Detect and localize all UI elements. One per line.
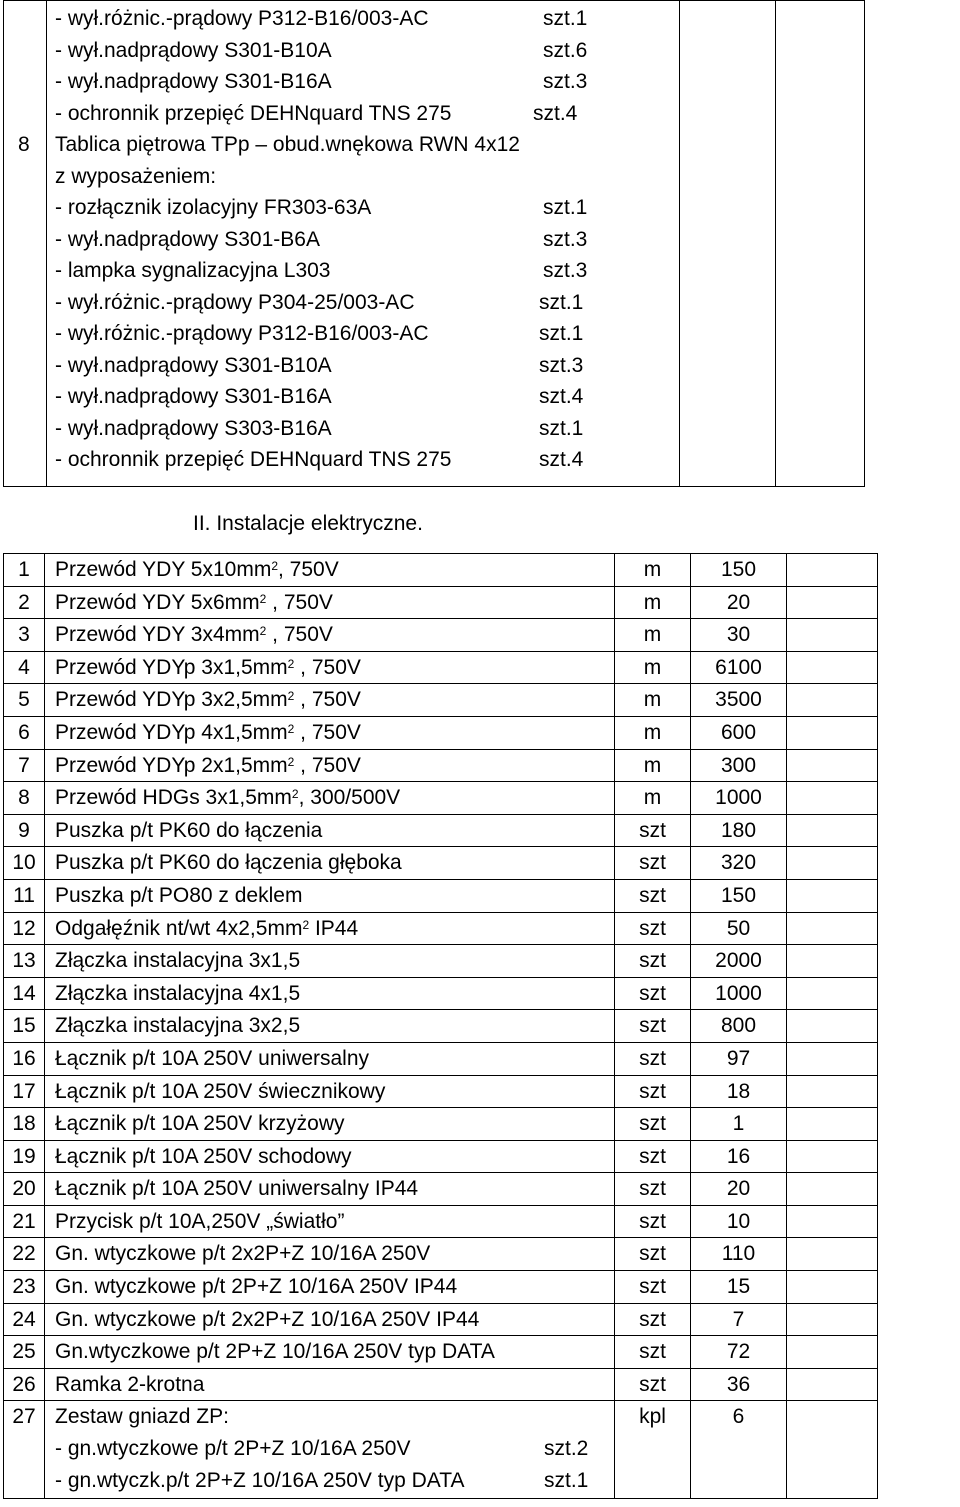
row-unit: szt <box>615 1042 691 1075</box>
row-unit: szt <box>615 1075 691 1108</box>
top-line-item <box>47 129 679 161</box>
top-line-text: - wył.różnic.-prądowy P312-B16/003-AC <box>55 322 429 345</box>
row-description <box>45 1303 615 1336</box>
row-description <box>45 651 615 684</box>
top-line-quantity: szt.1 <box>543 196 588 219</box>
row-description <box>45 1401 615 1498</box>
description-text: Łącznik p/t 10A 250V krzyżowy <box>55 1112 345 1136</box>
superscript: 2 <box>287 754 295 769</box>
table-row <box>4 1368 878 1401</box>
description-text: Złączka instalacyjna 3x1,5 <box>55 949 301 973</box>
description-text: Przewód HDGs 3x1,5mm <box>55 786 292 810</box>
row-unit: m <box>615 749 691 782</box>
row-unit: szt <box>615 1173 691 1206</box>
row-description <box>45 782 615 815</box>
sub-item-text: - gn.wtyczkowe p/t 2P+Z 10/16A 250V <box>55 1437 411 1461</box>
row-quantity: 300 <box>691 749 787 782</box>
row-empty <box>787 749 878 782</box>
materials-table <box>3 553 878 1499</box>
row-empty <box>787 1271 878 1304</box>
row-empty <box>787 1336 878 1369</box>
top-line-quantity: szt.3 <box>543 227 588 251</box>
row-description <box>45 1368 615 1401</box>
row-number: 26 <box>4 1368 45 1401</box>
table-row <box>4 977 878 1010</box>
table-row <box>4 847 878 880</box>
table-row <box>4 1401 878 1498</box>
row-unit: szt <box>615 1205 691 1238</box>
row-description <box>45 684 615 717</box>
top-line-item <box>47 98 679 130</box>
row-number: 7 <box>4 749 45 782</box>
sub-item <box>55 1465 614 1497</box>
sub-item-quantity: szt.1 <box>544 1469 589 1493</box>
description-text: Gn.wtyczkowe p/t 2P+Z 10/16A 250V typ DATA <box>55 1340 495 1364</box>
table-row <box>4 716 878 749</box>
top-line-text: - wył.nadprądowy S303-B16A <box>55 416 332 440</box>
row-empty <box>787 1108 878 1141</box>
row-quantity: 110 <box>691 1238 787 1271</box>
table-row <box>4 782 878 815</box>
top-line-item <box>47 35 679 67</box>
description-suffix: , 750V <box>266 623 333 647</box>
sub-item-text: - gn.wtyczk.p/t 2P+Z 10/16A 250V typ DATA <box>55 1469 465 1493</box>
row-description <box>45 1205 615 1238</box>
top-line-text: - ochronnik przepięć DEHNquard TNS 275 <box>55 101 452 125</box>
row-unit: szt <box>615 1140 691 1173</box>
row-number: 12 <box>4 912 45 945</box>
row-empty <box>787 619 878 652</box>
row-quantity: 36 <box>691 1368 787 1401</box>
sub-item <box>55 1433 614 1465</box>
row-empty <box>787 1010 878 1043</box>
description-text: Gn. wtyczkowe p/t 2x2P+Z 10/16A 250V <box>55 1242 431 1266</box>
description-text: Złączka instalacyjna 3x2,5 <box>55 1014 301 1038</box>
row-empty <box>787 879 878 912</box>
top-line-item <box>47 224 679 256</box>
description-suffix: , 750V <box>294 720 361 744</box>
top-line-text: - wył.nadprądowy S301-B16A <box>55 385 332 408</box>
row-number: 8 <box>4 782 45 815</box>
row-empty <box>787 1075 878 1108</box>
row-empty <box>787 912 878 945</box>
row-empty <box>787 847 878 880</box>
superscript: 2 <box>287 689 295 704</box>
row-number: 24 <box>4 1303 45 1336</box>
row-number: 5 <box>4 684 45 717</box>
row-unit: szt <box>615 1238 691 1271</box>
description-text: Przewód YDYp 3x1,5mm <box>55 655 288 679</box>
top-line-item <box>47 66 679 98</box>
row-number: 4 <box>4 651 45 684</box>
row-number: 25 <box>4 1336 45 1369</box>
row-quantity: 18 <box>691 1075 787 1108</box>
description-text: Puszka p/t PK60 do łączenia głęboka <box>55 851 402 875</box>
top-line-text: - lampka sygnalizacyjna L303 <box>55 259 331 282</box>
row-quantity: 150 <box>691 554 787 587</box>
row-description <box>45 1173 615 1206</box>
table-row <box>4 814 878 847</box>
row-quantity: 3500 <box>691 684 787 717</box>
row-empty <box>787 1042 878 1075</box>
row-description <box>45 977 615 1010</box>
superscript: 2 <box>271 559 279 573</box>
row-unit: szt <box>615 1368 691 1401</box>
top-line-item <box>47 3 679 35</box>
row-number: 27 <box>4 1401 45 1498</box>
row-description <box>45 879 615 912</box>
row-unit: szt <box>615 1303 691 1336</box>
description-text: Łącznik p/t 10A 250V świecznikowy <box>55 1079 386 1103</box>
description-text: Przewód YDY 5x6mm <box>55 590 260 614</box>
description-suffix: , 750V <box>278 558 339 581</box>
description-text: Przewód YDYp 2x1,5mm <box>55 753 288 777</box>
row-unit: kpl <box>615 1401 691 1498</box>
top-line-item <box>47 350 679 382</box>
row-description <box>45 586 615 619</box>
row-unit: szt <box>615 879 691 912</box>
top-line-item <box>47 287 679 319</box>
row-description <box>45 716 615 749</box>
description-text: Przewód YDY 3x4mm <box>55 623 260 647</box>
row-quantity: 72 <box>691 1336 787 1369</box>
row-quantity: 7 <box>691 1303 787 1336</box>
top-line-text: - wył.różnic.-prądowy P312-B16/003-AC <box>55 7 429 30</box>
row-empty <box>787 814 878 847</box>
description-text: Przycisk p/t 10A,250V „światło” <box>55 1209 345 1233</box>
row-empty <box>787 1173 878 1206</box>
row-empty <box>787 684 878 717</box>
top-line-text: - wył.nadprądowy S301-B10A <box>55 353 332 377</box>
row-number: 20 <box>4 1173 45 1206</box>
row-number: 11 <box>4 879 45 912</box>
row-unit: m <box>615 554 691 587</box>
row-description <box>45 1336 615 1369</box>
description-text: Przewód YDYp 3x2,5mm <box>55 688 288 712</box>
row-quantity: 150 <box>691 879 787 912</box>
row-quantity: 1 <box>691 1108 787 1141</box>
row-number: 18 <box>4 1108 45 1141</box>
row-description <box>45 1238 615 1271</box>
row-description <box>45 1271 615 1304</box>
description-text: Łącznik p/t 10A 250V uniwersalny IP44 <box>55 1177 419 1201</box>
row-unit: m <box>615 716 691 749</box>
superscript: 2 <box>287 656 295 671</box>
table-row <box>4 1271 878 1304</box>
description-suffix: , 750V <box>294 753 361 777</box>
table-row <box>4 1303 878 1336</box>
description-text: Przewód YDYp 4x1,5mm <box>55 720 288 744</box>
row-quantity: 30 <box>691 619 787 652</box>
top-line-item <box>47 444 679 476</box>
row-number: 3 <box>4 619 45 652</box>
row-empty <box>787 1401 878 1498</box>
row-unit: m <box>615 651 691 684</box>
top-line-item <box>47 255 679 287</box>
row-unit: m <box>615 782 691 815</box>
row-unit: szt <box>615 847 691 880</box>
top-line-quantity: szt.1 <box>543 7 588 30</box>
table-row <box>4 749 878 782</box>
row-description <box>45 1108 615 1141</box>
top-line-item <box>47 192 679 224</box>
row-quantity: 97 <box>691 1042 787 1075</box>
top-line-item <box>47 381 679 413</box>
top-empty-column-1 <box>680 1 776 487</box>
top-spec-table <box>3 0 865 487</box>
row-quantity: 20 <box>691 1173 787 1206</box>
table-row <box>4 619 878 652</box>
table-row <box>4 1042 878 1075</box>
table-row <box>4 879 878 912</box>
row-unit: szt <box>615 814 691 847</box>
top-line-text: - wył.różnic.-prądowy P304-25/003-AC <box>55 290 415 314</box>
top-line-text: z wyposażeniem: <box>55 164 217 188</box>
table-row <box>4 1108 878 1141</box>
top-line-text: - rozłącznik izolacyjny FR303-63A <box>55 196 372 219</box>
table-row <box>4 1173 878 1206</box>
row-empty <box>787 1368 878 1401</box>
row-empty <box>787 1205 878 1238</box>
superscript: 2 <box>291 787 299 802</box>
top-line-item <box>47 161 679 193</box>
row-unit: szt <box>615 1336 691 1369</box>
superscript: 2 <box>302 917 310 932</box>
top-line-quantity: szt.1 <box>539 290 584 314</box>
table-row <box>4 1238 878 1271</box>
row-number: 19 <box>4 1140 45 1173</box>
table-row <box>4 912 878 945</box>
top-line-quantity: szt.3 <box>539 353 584 377</box>
row-empty <box>787 716 878 749</box>
row-description <box>45 1042 615 1075</box>
description-suffix: , 750V <box>294 688 361 712</box>
row-description <box>45 1140 615 1173</box>
row-number: 22 <box>4 1238 45 1271</box>
top-line-quantity: szt.6 <box>543 38 588 62</box>
top-line-text: Tablica piętrowa TPp – obud.wnękowa RWN 4x12 <box>55 133 520 156</box>
row-quantity: 600 <box>691 716 787 749</box>
row-number: 15 <box>4 1010 45 1043</box>
row-quantity: 1000 <box>691 977 787 1010</box>
row-unit: m <box>615 586 691 619</box>
row-unit: szt <box>615 1010 691 1043</box>
description-text: Puszka p/t PK60 do łączenia <box>55 818 323 842</box>
row-description <box>45 1075 615 1108</box>
top-line-text: - wył.nadprądowy S301-B6A <box>55 227 320 251</box>
row-empty <box>787 586 878 619</box>
table-row <box>4 554 878 587</box>
top-line-text: - wył.nadprądowy S301-B16A <box>55 70 332 93</box>
row-unit: szt <box>615 912 691 945</box>
top-line-quantity: szt.4 <box>539 448 584 471</box>
description-text: Przewód YDY 5x10mm <box>55 558 272 581</box>
description-text: Zestaw gniazd ZP: <box>55 1405 229 1429</box>
row-quantity: 2000 <box>691 945 787 978</box>
description-suffix: , 750V <box>266 590 333 614</box>
row-number: 16 <box>4 1042 45 1075</box>
row-unit: szt <box>615 1271 691 1304</box>
row-empty <box>787 945 878 978</box>
row-quantity: 15 <box>691 1271 787 1304</box>
row-quantity: 180 <box>691 814 787 847</box>
description-text: Ramka 2-krotna <box>55 1372 205 1396</box>
row-quantity: 800 <box>691 1010 787 1043</box>
top-line-text: - wył.nadprądowy S301-B10A <box>55 38 332 62</box>
table-row <box>4 651 878 684</box>
row-number: 10 <box>4 847 45 880</box>
table-row <box>4 1140 878 1173</box>
description-suffix: , 750V <box>294 655 361 679</box>
row-empty <box>787 554 878 587</box>
description-suffix: , 300/500V <box>298 786 401 810</box>
top-line-quantity: szt.3 <box>543 70 588 93</box>
top-line-quantity: szt.1 <box>539 416 584 440</box>
description-text: Łącznik p/t 10A 250V schodowy <box>55 1144 352 1168</box>
row-quantity: 16 <box>691 1140 787 1173</box>
description-suffix: IP44 <box>309 916 359 940</box>
description-text: Gn. wtyczkowe p/t 2x2P+Z 10/16A 250V IP44 <box>55 1307 480 1331</box>
description-text: Gn. wtyczkowe p/t 2P+Z 10/16A 250V IP44 <box>55 1275 458 1299</box>
table-row <box>4 586 878 619</box>
table-row <box>4 1010 878 1043</box>
row-quantity: 320 <box>691 847 787 880</box>
row-number: 6 <box>4 716 45 749</box>
row-empty <box>787 651 878 684</box>
row-description <box>45 945 615 978</box>
row-unit: m <box>615 619 691 652</box>
row-unit: m <box>615 684 691 717</box>
top-line-quantity: szt.4 <box>539 385 584 408</box>
row-description <box>45 847 615 880</box>
superscript: 2 <box>259 591 267 606</box>
row-number: 17 <box>4 1075 45 1108</box>
row-number: 2 <box>4 586 45 619</box>
row-description <box>45 912 615 945</box>
row-quantity: 10 <box>691 1205 787 1238</box>
top-number-column <box>4 1 47 487</box>
top-line-quantity: szt.1 <box>539 322 584 345</box>
row-quantity: 6 <box>691 1401 787 1498</box>
row-unit: szt <box>615 945 691 978</box>
row-description <box>45 619 615 652</box>
row-empty <box>787 977 878 1010</box>
row-description <box>45 1010 615 1043</box>
superscript: 2 <box>287 721 295 736</box>
row-quantity: 6100 <box>691 651 787 684</box>
row-quantity: 1000 <box>691 782 787 815</box>
row-empty <box>787 782 878 815</box>
row-number: 9 <box>4 814 45 847</box>
description-text: Puszka p/t PO80 z deklem <box>55 883 303 907</box>
top-description-column <box>47 1 680 487</box>
top-line-item <box>47 413 679 445</box>
table-row <box>4 684 878 717</box>
item-number: 8 <box>18 133 30 156</box>
top-line-quantity: szt.3 <box>543 259 588 282</box>
top-empty-column-2 <box>776 1 865 487</box>
row-number: 21 <box>4 1205 45 1238</box>
row-empty <box>787 1303 878 1336</box>
row-description <box>45 814 615 847</box>
description-text: Złączka instalacyjna 4x1,5 <box>55 981 301 1005</box>
table-row <box>4 1336 878 1369</box>
row-number: 23 <box>4 1271 45 1304</box>
row-unit: szt <box>615 977 691 1010</box>
description-text: Odgałęźnik nt/wt 4x2,5mm <box>55 916 303 940</box>
description-text: Łącznik p/t 10A 250V uniwersalny <box>55 1046 370 1070</box>
top-line-text: - ochronnik przepięć DEHNquard TNS 275 <box>55 448 452 471</box>
superscript: 2 <box>259 624 267 639</box>
row-description <box>45 554 615 587</box>
row-quantity: 50 <box>691 912 787 945</box>
row-empty <box>787 1238 878 1271</box>
top-line-quantity: szt.4 <box>533 101 578 125</box>
table-row <box>4 945 878 978</box>
row-number: 14 <box>4 977 45 1010</box>
section-title: II. Instalacje elektryczne. <box>193 512 423 535</box>
row-empty <box>787 1140 878 1173</box>
sub-item-quantity: szt.2 <box>544 1437 589 1461</box>
row-number: 13 <box>4 945 45 978</box>
table-row <box>4 1205 878 1238</box>
row-description <box>45 749 615 782</box>
table-row <box>4 1075 878 1108</box>
row-number: 1 <box>4 554 45 587</box>
row-quantity: 20 <box>691 586 787 619</box>
row-unit: szt <box>615 1108 691 1141</box>
top-line-item <box>47 318 679 350</box>
